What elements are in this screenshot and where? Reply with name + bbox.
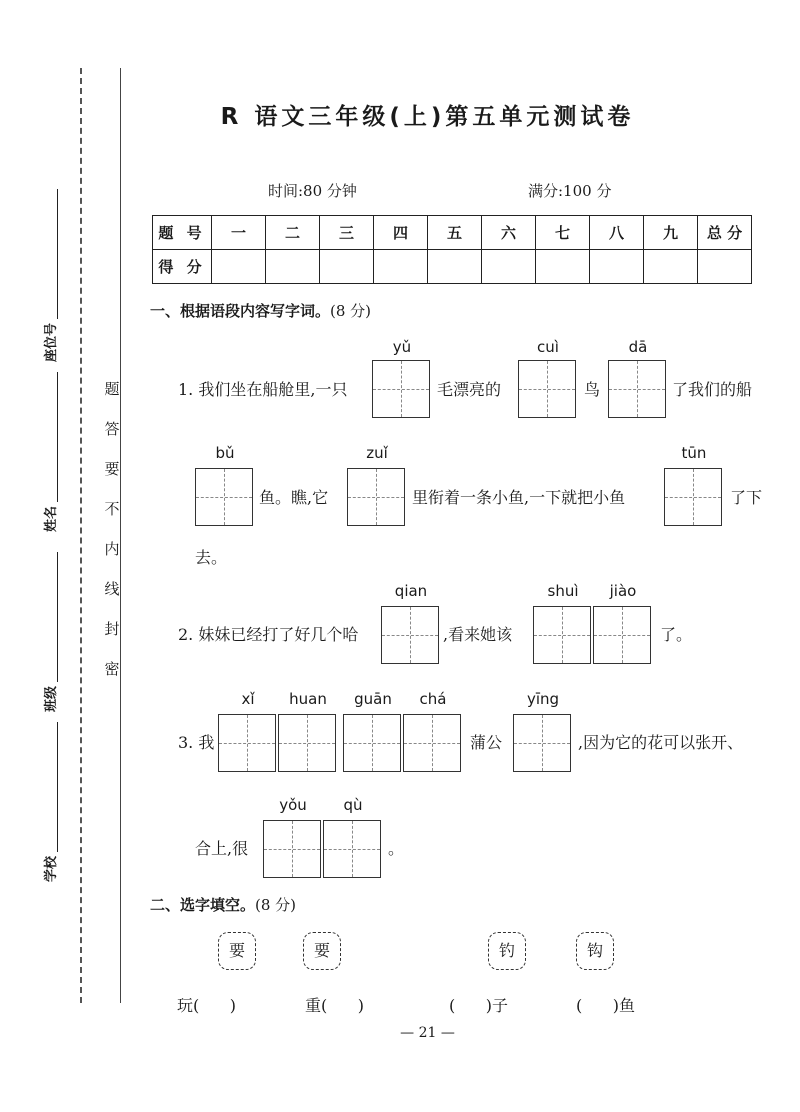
seal-char: 内 xyxy=(104,540,120,558)
section2-heading: 二、选字填空。(8 分) xyxy=(150,896,297,914)
q1-text: 毛漂亮的 xyxy=(437,380,502,399)
pinyin: xǐ xyxy=(241,690,255,708)
fill-blank-item[interactable]: ( )子 xyxy=(449,996,509,1015)
answer-box[interactable] xyxy=(513,714,571,772)
pinyin: qian xyxy=(394,582,428,600)
row-label: 题 号 xyxy=(153,216,212,250)
column-header: 二 xyxy=(266,216,320,250)
seal-char: 不 xyxy=(104,500,120,518)
char-option: 钓 xyxy=(488,932,526,970)
full-score-info: 满分:100 分 xyxy=(528,182,612,200)
column-header: 一 xyxy=(212,216,266,250)
q1-text: 去。 xyxy=(195,548,228,567)
school-label: 学校 xyxy=(40,722,59,882)
column-header: 九 xyxy=(644,216,698,250)
answer-box[interactable] xyxy=(195,468,253,526)
answer-box[interactable] xyxy=(323,820,381,878)
score-cell[interactable] xyxy=(374,250,428,284)
pinyin: yǔ xyxy=(392,338,412,356)
q1-text: 1. 我们坐在船舱里,一只 xyxy=(178,380,348,399)
pinyin: shuì xyxy=(547,582,579,600)
time-info: 时间:80 分钟 xyxy=(268,182,357,200)
q2-text: ,看来她该 xyxy=(443,625,513,644)
seal-char: 密 xyxy=(104,660,120,678)
pinyin: yǒu xyxy=(279,796,307,814)
column-header: 七 xyxy=(536,216,590,250)
score-cell[interactable] xyxy=(698,250,752,284)
answer-box[interactable] xyxy=(518,360,576,418)
pinyin: bǔ xyxy=(215,444,235,462)
table-row xyxy=(153,216,752,250)
pinyin: jiào xyxy=(609,582,637,600)
score-cell[interactable] xyxy=(428,250,482,284)
char-option: 要 xyxy=(303,932,341,970)
score-cell[interactable] xyxy=(212,250,266,284)
column-header: 三 xyxy=(320,216,374,250)
seat-number-label: 座位号 xyxy=(40,189,59,362)
column-header: 四 xyxy=(374,216,428,250)
score-table xyxy=(152,215,752,284)
q1-text: 鸟 xyxy=(584,380,601,399)
column-header: 六 xyxy=(482,216,536,250)
q1-text: 里衔着一条小鱼,一下就把小鱼 xyxy=(412,488,626,507)
answer-box[interactable] xyxy=(533,606,591,664)
pinyin: dā xyxy=(628,338,648,356)
class-label: 班级 xyxy=(40,552,59,712)
answer-box[interactable] xyxy=(381,606,439,664)
row-label: 得 分 xyxy=(153,250,212,284)
pinyin: huan xyxy=(289,690,327,708)
q1-text: 鱼。瞧,它 xyxy=(259,488,329,507)
score-cell[interactable] xyxy=(482,250,536,284)
q2-text: 了。 xyxy=(660,625,693,644)
page-title: R 语文三年级(上)第五单元测试卷 xyxy=(220,104,635,130)
pinyin: tūn xyxy=(681,444,707,462)
q3-text: 3. 我 xyxy=(178,733,215,752)
char-option: 要 xyxy=(218,932,256,970)
q3-text: 。 xyxy=(388,839,405,858)
score-cell[interactable] xyxy=(590,250,644,284)
fill-blank-item[interactable]: 重( ) xyxy=(305,996,365,1015)
column-header: 五 xyxy=(428,216,482,250)
pinyin: chá xyxy=(419,690,447,708)
seal-char: 封 xyxy=(104,620,120,638)
char-option: 钩 xyxy=(576,932,614,970)
pinyin: yīng xyxy=(526,690,560,708)
score-cell[interactable] xyxy=(644,250,698,284)
seal-char: 线 xyxy=(104,580,120,598)
score-cell[interactable] xyxy=(320,250,374,284)
q3-text: 合上,很 xyxy=(195,839,249,858)
seal-char: 要 xyxy=(104,460,120,478)
q3-text: 蒲公 xyxy=(470,733,503,752)
seal-char: 答 xyxy=(104,420,120,438)
seal-char: 题 xyxy=(104,380,120,398)
answer-box[interactable] xyxy=(347,468,405,526)
column-header: 八 xyxy=(590,216,644,250)
answer-box[interactable] xyxy=(593,606,651,664)
q1-text: 了下 xyxy=(730,488,763,507)
page-number: — 21 — xyxy=(400,1025,455,1041)
table-row xyxy=(153,250,752,284)
q1-text: 了我们的船 xyxy=(672,380,753,399)
pinyin: zuǐ xyxy=(366,444,388,462)
answer-box[interactable] xyxy=(664,468,722,526)
section1-heading: 一、根据语段内容写字词。(8 分) xyxy=(150,302,372,320)
answer-box[interactable] xyxy=(343,714,401,772)
name-label: 姓名 xyxy=(40,372,59,532)
column-header: 总 分 xyxy=(698,216,752,250)
q2-text: 2. 妹妹已经打了好几个哈 xyxy=(178,625,359,644)
fill-blank-item[interactable]: ( )鱼 xyxy=(576,996,636,1015)
pinyin: guān xyxy=(354,690,392,708)
fill-blank-item[interactable]: 玩( ) xyxy=(177,996,237,1015)
answer-box[interactable] xyxy=(278,714,336,772)
score-cell[interactable] xyxy=(266,250,320,284)
score-cell[interactable] xyxy=(536,250,590,284)
solid-binding-line xyxy=(120,68,121,1003)
q3-text: ,因为它的花可以张开、 xyxy=(578,733,744,752)
answer-box[interactable] xyxy=(608,360,666,418)
pinyin: qù xyxy=(343,796,363,814)
answer-box[interactable] xyxy=(372,360,430,418)
answer-box[interactable] xyxy=(218,714,276,772)
pinyin: cuì xyxy=(537,338,559,356)
dashed-binding-line xyxy=(80,68,82,1003)
answer-box[interactable] xyxy=(403,714,461,772)
answer-box[interactable] xyxy=(263,820,321,878)
